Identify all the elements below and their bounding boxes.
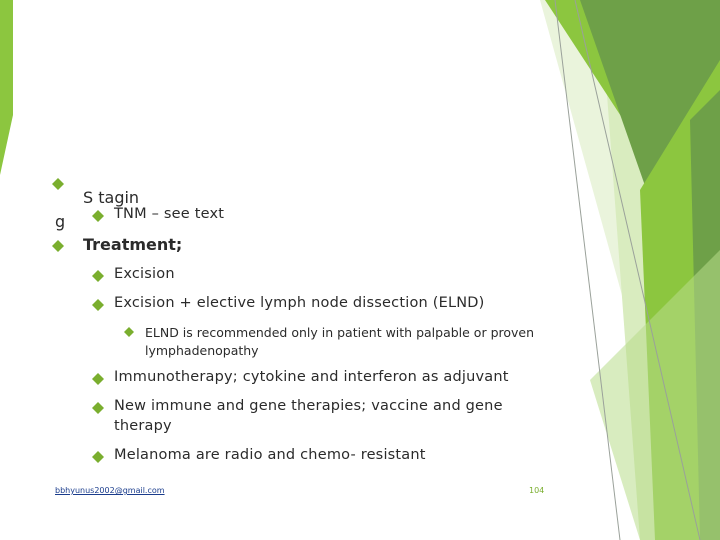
bullet-tnm: TNM – see text bbox=[114, 206, 225, 222]
diamond-bullet-icon bbox=[52, 240, 64, 252]
page-number: 104 bbox=[529, 486, 545, 495]
bullet-immunotherapy: Immunotherapy; cytokine and interferon as adjuvant bbox=[114, 369, 509, 385]
left-edge-shape bbox=[0, 0, 13, 175]
diamond-bullet-icon bbox=[92, 373, 104, 385]
title-fragment-g: g bbox=[55, 212, 66, 231]
bullet-melanoma: Melanoma are radio and chemo- resistant bbox=[114, 447, 426, 463]
diamond-bullet-icon bbox=[92, 402, 104, 414]
diamond-bullet-icon bbox=[92, 270, 104, 282]
diamond-bullet-icon bbox=[124, 327, 134, 337]
bullet-excision: Excision bbox=[114, 266, 175, 282]
diamond-bullet-icon bbox=[92, 299, 104, 311]
diamond-bullet-icon bbox=[92, 451, 104, 463]
footer-email-link[interactable]: bbhyunus2002@gmail.com bbox=[55, 486, 165, 495]
sub-bullet-elnd-note: ELND is recommended only in patient with palpable or proven lymphadenopathy bbox=[145, 325, 535, 358]
diamond-bullet-icon bbox=[92, 210, 104, 222]
bullet-new-therapies: New immune and gene therapies; vaccine and gene bbox=[114, 398, 503, 414]
title-fragment-staging: S tagin bbox=[83, 188, 140, 207]
diamond-bullet-icon bbox=[52, 178, 64, 190]
bullet-treatment: Treatment; bbox=[83, 235, 183, 254]
bullet-new-therapies-continued: therapy bbox=[114, 418, 172, 434]
bullet-excision-elnd: Excision + elective lymph node dissection (ELND) bbox=[114, 295, 485, 311]
